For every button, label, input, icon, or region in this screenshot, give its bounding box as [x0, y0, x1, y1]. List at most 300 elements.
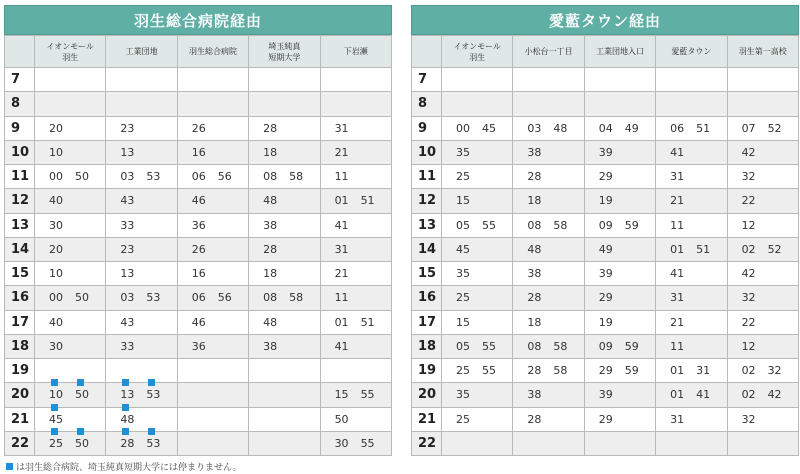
departure-cell: [656, 237, 727, 261]
departure-minute: 28: [527, 170, 542, 184]
departure-minute: 26: [191, 242, 206, 256]
departure-cell: [106, 92, 177, 116]
departure-cell: [177, 262, 248, 286]
departure-minute: 31: [334, 121, 349, 135]
departure-minute: 41: [670, 267, 685, 281]
departure-cell: [320, 140, 391, 164]
departure-cell: [656, 165, 727, 189]
departure-cell: [106, 431, 177, 455]
departure-minute: 28: [527, 364, 542, 378]
departure-minute: 39: [598, 145, 613, 159]
departure-cell: [106, 237, 177, 261]
departure-minute: 32: [767, 364, 782, 378]
blue-square-marker-icon: [6, 463, 13, 470]
departure-cell: [249, 431, 320, 455]
departure-cell: [727, 407, 798, 431]
departure-minute: 00: [456, 121, 470, 135]
departure-cell: [35, 334, 106, 358]
departure-cell: [584, 68, 655, 92]
departure-minute: 23: [120, 242, 135, 256]
departure-cell: [656, 407, 727, 431]
stop-header-hanyu-daiichi-high: 羽生第一高校: [727, 36, 798, 68]
departure-cell: [584, 92, 655, 116]
departure-cell: [249, 189, 320, 213]
blue-square-marker-icon: [148, 379, 155, 386]
departure-minute: 11: [670, 218, 685, 232]
table-row: [5, 92, 392, 116]
departure-cell: [35, 359, 106, 383]
departure-minute: 50: [75, 388, 89, 401]
hour-cell: 16: [5, 286, 35, 310]
departure-cell: [442, 310, 513, 334]
table-row: [5, 116, 392, 140]
hour-cell: 21: [412, 407, 442, 431]
stop-header-saitama-junshin-college: 埼玉純真 短期大学: [249, 36, 320, 68]
table-row: [5, 383, 392, 407]
departure-cell: [584, 286, 655, 310]
departure-cell: [513, 262, 584, 286]
table-row: [5, 213, 392, 237]
departure-cell: [584, 407, 655, 431]
departure-minute: 03: [120, 170, 135, 184]
departure-cell: [177, 334, 248, 358]
departure-minute: 15: [456, 194, 470, 208]
departure-cell: [35, 140, 106, 164]
departure-cell: [442, 140, 513, 164]
blue-square-marker-icon: [122, 379, 129, 386]
blue-square-marker-icon: [51, 404, 58, 411]
departure-cell: [513, 383, 584, 407]
departure-cell: [442, 92, 513, 116]
departure-minute: 36: [191, 218, 206, 232]
departure-minute: 21: [334, 145, 349, 159]
departure-minute: 29: [598, 291, 613, 305]
stop-header-shimoiwase: 下岩瀬: [320, 36, 391, 68]
departure-cell: [106, 310, 177, 334]
departure-cell: [442, 334, 513, 358]
departure-cell: [320, 213, 391, 237]
departure-minute: 32: [741, 170, 756, 184]
table-row: [412, 92, 799, 116]
departure-cell: [442, 431, 513, 455]
table-row: [5, 334, 392, 358]
table-row: [412, 407, 799, 431]
departure-cell: [584, 310, 655, 334]
departure-minute: 33: [120, 218, 135, 232]
departure-cell: [513, 92, 584, 116]
departure-minute: 55: [482, 339, 496, 353]
departure-cell: [584, 237, 655, 261]
departure-cell: [320, 68, 391, 92]
departure-minute: 04: [598, 121, 613, 135]
departure-minute: 01: [670, 364, 685, 378]
stop-header-industrial-park: 工業団地: [106, 36, 177, 68]
departure-cell: [320, 334, 391, 358]
hour-cell: 9: [412, 116, 442, 140]
departure-cell: [442, 407, 513, 431]
departure-minute: 48: [263, 194, 278, 208]
departure-minute: 25: [456, 364, 470, 378]
departure-cell: [35, 407, 106, 431]
departure-cell: [513, 407, 584, 431]
departure-cell: [442, 189, 513, 213]
hour-cell: 8: [5, 92, 35, 116]
departure-cell: [320, 262, 391, 286]
departure-minute: 48: [263, 315, 278, 329]
hour-cell: 21: [5, 407, 35, 431]
departure-cell: [35, 431, 106, 455]
departure-minute: 35: [456, 388, 470, 402]
departure-cell: [35, 286, 106, 310]
departure-cell: [177, 165, 248, 189]
departure-minute: 13: [120, 267, 135, 281]
blue-square-marker-icon: [51, 379, 58, 386]
table-row: [412, 140, 799, 164]
departure-cell: [106, 68, 177, 92]
hour-column-header: [412, 36, 442, 68]
departure-cell: [35, 189, 106, 213]
departure-cell: [106, 116, 177, 140]
departure-cell: [513, 165, 584, 189]
departure-cell: [249, 262, 320, 286]
departure-minute: 52: [767, 242, 782, 256]
table-row: [412, 116, 799, 140]
table-row: [412, 359, 799, 383]
departure-cell: [35, 165, 106, 189]
departure-cell: [442, 116, 513, 140]
departure-minute: 11: [670, 339, 685, 353]
hour-cell: 13: [5, 213, 35, 237]
departure-minute: 02: [741, 388, 756, 402]
departure-cell: [727, 237, 798, 261]
departure-cell: [320, 359, 391, 383]
table-row: [412, 431, 799, 455]
departure-cell: [249, 286, 320, 310]
departure-minute: 40: [49, 194, 63, 208]
departure-cell: [320, 431, 391, 455]
table-row: [412, 68, 799, 92]
departure-minute: 30: [49, 218, 63, 232]
departure-cell: [320, 237, 391, 261]
departure-minute: 41: [696, 388, 711, 402]
departure-minute: 30: [334, 436, 349, 450]
departure-cell: [320, 189, 391, 213]
departure-cell: [656, 116, 727, 140]
departure-minute: 30: [49, 339, 63, 353]
departure-minute: 42: [741, 267, 756, 281]
stop-header-komatsudai: 小松台一丁目: [513, 36, 584, 68]
departure-cell: [513, 286, 584, 310]
departure-cell: [656, 431, 727, 455]
departure-minute: 48: [553, 121, 568, 135]
departure-minute: 50: [75, 291, 89, 305]
hour-cell: 7: [412, 68, 442, 92]
table-row: [5, 310, 392, 334]
departure-minute: 25: [456, 291, 470, 305]
panel-title: 愛藍タウン経由: [411, 5, 799, 35]
stop-header-aeon-mall: イオンモール 羽生: [442, 36, 513, 68]
departure-minute: 43: [120, 315, 135, 329]
departure-cell: [106, 286, 177, 310]
departure-cell: [513, 116, 584, 140]
table-row: [5, 359, 392, 383]
departure-minute: 08: [263, 291, 278, 305]
departure-minute: 03: [120, 291, 135, 305]
departure-minute: 10: [49, 267, 63, 281]
departure-cell: [584, 189, 655, 213]
departure-cell: [442, 68, 513, 92]
departure-minute: 56: [217, 291, 232, 305]
departure-cell: [513, 359, 584, 383]
departure-cell: [584, 334, 655, 358]
table-row: [412, 262, 799, 286]
departure-minute: 48: [120, 413, 134, 426]
departure-minute: 15: [456, 315, 470, 329]
hour-cell: 7: [5, 68, 35, 92]
departure-minute: 59: [624, 339, 639, 353]
footnote-text: は羽生総合病院、埼玉純真短期大学には停まりません。: [16, 463, 242, 473]
departure-cell: [249, 359, 320, 383]
departure-minute: 10: [49, 388, 63, 401]
departure-cell: [727, 359, 798, 383]
hour-cell: 12: [412, 189, 442, 213]
departure-cell: [249, 68, 320, 92]
departure-minute: 51: [696, 242, 711, 256]
departure-minute: 25: [49, 437, 63, 450]
table-row: [5, 165, 392, 189]
departure-cell: [320, 383, 391, 407]
departure-minute: 01: [334, 315, 349, 329]
departure-minute: 13: [120, 145, 135, 159]
departure-cell: [106, 383, 177, 407]
departure-cell: [513, 68, 584, 92]
departure-cell: [513, 310, 584, 334]
departure-minute: 53: [146, 437, 160, 450]
blue-square-marker-icon: [148, 428, 155, 435]
departure-minute: 02: [741, 242, 756, 256]
departure-cell: [177, 359, 248, 383]
departure-cell: [584, 165, 655, 189]
departure-minute: 46: [191, 194, 206, 208]
departure-cell: [177, 431, 248, 455]
departure-cell: [584, 116, 655, 140]
table-row: [5, 262, 392, 286]
departure-cell: [106, 140, 177, 164]
departure-cell: [513, 431, 584, 455]
hour-cell: 22: [412, 431, 442, 455]
departure-minute: 48: [527, 242, 542, 256]
departure-minute: 32: [741, 291, 756, 305]
departure-cell: [249, 92, 320, 116]
table-row: [412, 286, 799, 310]
departure-cell: [656, 213, 727, 237]
departure-minute: 29: [598, 170, 613, 184]
departure-cell: [177, 189, 248, 213]
hour-cell: 10: [412, 140, 442, 164]
departure-cell: [320, 407, 391, 431]
departure-cell: [727, 383, 798, 407]
departure-cell: [177, 237, 248, 261]
departure-minute: 20: [49, 242, 63, 256]
departure-minute: 56: [217, 170, 232, 184]
departure-minute: 03: [527, 121, 542, 135]
departure-minute: 28: [120, 437, 134, 450]
departure-minute: 31: [670, 170, 685, 184]
departure-cell: [106, 262, 177, 286]
departure-minute: 22: [741, 194, 756, 208]
departure-cell: [584, 262, 655, 286]
departure-cell: [727, 431, 798, 455]
hour-cell: 13: [412, 213, 442, 237]
departure-cell: [177, 213, 248, 237]
departure-minute: 45: [456, 242, 470, 256]
departure-cell: [177, 286, 248, 310]
departure-minute: 12: [741, 339, 756, 353]
column-header-row: [412, 36, 799, 68]
departure-cell: [177, 310, 248, 334]
departure-minute: 53: [146, 291, 161, 305]
hour-cell: 15: [5, 262, 35, 286]
departure-minute: 19: [598, 315, 613, 329]
departure-minute: 12: [741, 218, 756, 232]
departure-minute: 00: [49, 170, 63, 184]
departure-minute: 21: [670, 315, 685, 329]
departure-minute: 59: [624, 218, 639, 232]
timetable: [4, 35, 392, 456]
departure-minute: 51: [360, 194, 375, 208]
timetable-panel-airan-town: [411, 5, 799, 456]
footnote: [6, 460, 242, 473]
table-row: [412, 213, 799, 237]
departure-minute: 18: [263, 267, 278, 281]
departure-minute: 09: [598, 218, 613, 232]
departure-minute: 35: [456, 145, 470, 159]
departure-minute: 38: [527, 145, 542, 159]
departure-cell: [656, 359, 727, 383]
table-row: [5, 140, 392, 164]
departure-minute: 16: [191, 267, 206, 281]
departure-minute: 06: [191, 291, 206, 305]
departure-cell: [177, 383, 248, 407]
departure-minute: 42: [741, 145, 756, 159]
table-row: [5, 189, 392, 213]
departure-cell: [727, 262, 798, 286]
departure-minute: 21: [670, 194, 685, 208]
hour-cell: 16: [412, 286, 442, 310]
departure-cell: [656, 189, 727, 213]
departure-minute: 29: [598, 364, 613, 378]
departure-minute: 02: [741, 364, 756, 378]
departure-cell: [177, 92, 248, 116]
departure-cell: [727, 286, 798, 310]
hour-cell: 20: [5, 383, 35, 407]
column-header-row: [5, 36, 392, 68]
blue-square-marker-icon: [122, 404, 129, 411]
departure-cell: [656, 383, 727, 407]
departure-minute: 55: [360, 388, 375, 402]
departure-cell: [320, 92, 391, 116]
departure-cell: [249, 140, 320, 164]
departure-minute: 18: [527, 315, 542, 329]
hour-cell: 9: [5, 116, 35, 140]
departure-cell: [442, 262, 513, 286]
departure-cell: [177, 140, 248, 164]
departure-minute: 28: [527, 291, 542, 305]
departure-cell: [106, 359, 177, 383]
table-row: [412, 310, 799, 334]
table-row: [5, 237, 392, 261]
departure-minute: 15: [334, 388, 349, 402]
hour-cell: 10: [5, 140, 35, 164]
table-row: [412, 383, 799, 407]
departure-minute: 20: [49, 121, 63, 135]
departure-minute: 16: [191, 145, 206, 159]
departure-cell: [727, 165, 798, 189]
departure-cell: [727, 140, 798, 164]
timetable-panel-hanyu-hospital: [4, 5, 392, 456]
departure-minute: 49: [598, 242, 613, 256]
departure-cell: [106, 407, 177, 431]
hour-cell: 11: [412, 165, 442, 189]
departure-cell: [513, 237, 584, 261]
departure-cell: [35, 92, 106, 116]
table-row: [5, 431, 392, 455]
departure-cell: [249, 310, 320, 334]
departure-minute: 36: [191, 339, 206, 353]
departure-minute: 28: [527, 412, 542, 426]
hour-cell: 18: [5, 334, 35, 358]
hour-cell: 20: [412, 383, 442, 407]
departure-cell: [106, 189, 177, 213]
departure-cell: [442, 213, 513, 237]
departure-cell: [584, 359, 655, 383]
departure-minute: 49: [624, 121, 639, 135]
departure-minute: 41: [334, 339, 349, 353]
hour-cell: 14: [412, 237, 442, 261]
hour-cell: 11: [5, 165, 35, 189]
departure-minute: 38: [263, 218, 278, 232]
departure-cell: [727, 68, 798, 92]
hour-cell: 22: [5, 431, 35, 455]
departure-minute: 31: [696, 364, 711, 378]
departure-minute: 38: [527, 267, 542, 281]
departure-cell: [320, 165, 391, 189]
departure-cell: [35, 68, 106, 92]
departure-minute: 06: [670, 121, 685, 135]
table-row: [5, 68, 392, 92]
departure-minute: 41: [670, 145, 685, 159]
departure-minute: 41: [334, 218, 349, 232]
departure-cell: [177, 407, 248, 431]
departure-minute: 31: [670, 412, 685, 426]
departure-minute: 58: [289, 170, 304, 184]
departure-cell: [442, 165, 513, 189]
departure-minute: 25: [456, 170, 470, 184]
departure-cell: [249, 116, 320, 140]
departure-cell: [35, 213, 106, 237]
departure-cell: [656, 92, 727, 116]
hour-column-header: [5, 36, 35, 68]
departure-minute: 59: [624, 364, 639, 378]
table-row: [5, 286, 392, 310]
departure-minute: 01: [334, 194, 349, 208]
departure-minute: 46: [191, 315, 206, 329]
hour-cell: 14: [5, 237, 35, 261]
departure-minute: 09: [598, 339, 613, 353]
departure-minute: 53: [146, 388, 160, 401]
hour-cell: 17: [5, 310, 35, 334]
departure-minute: 31: [334, 242, 349, 256]
